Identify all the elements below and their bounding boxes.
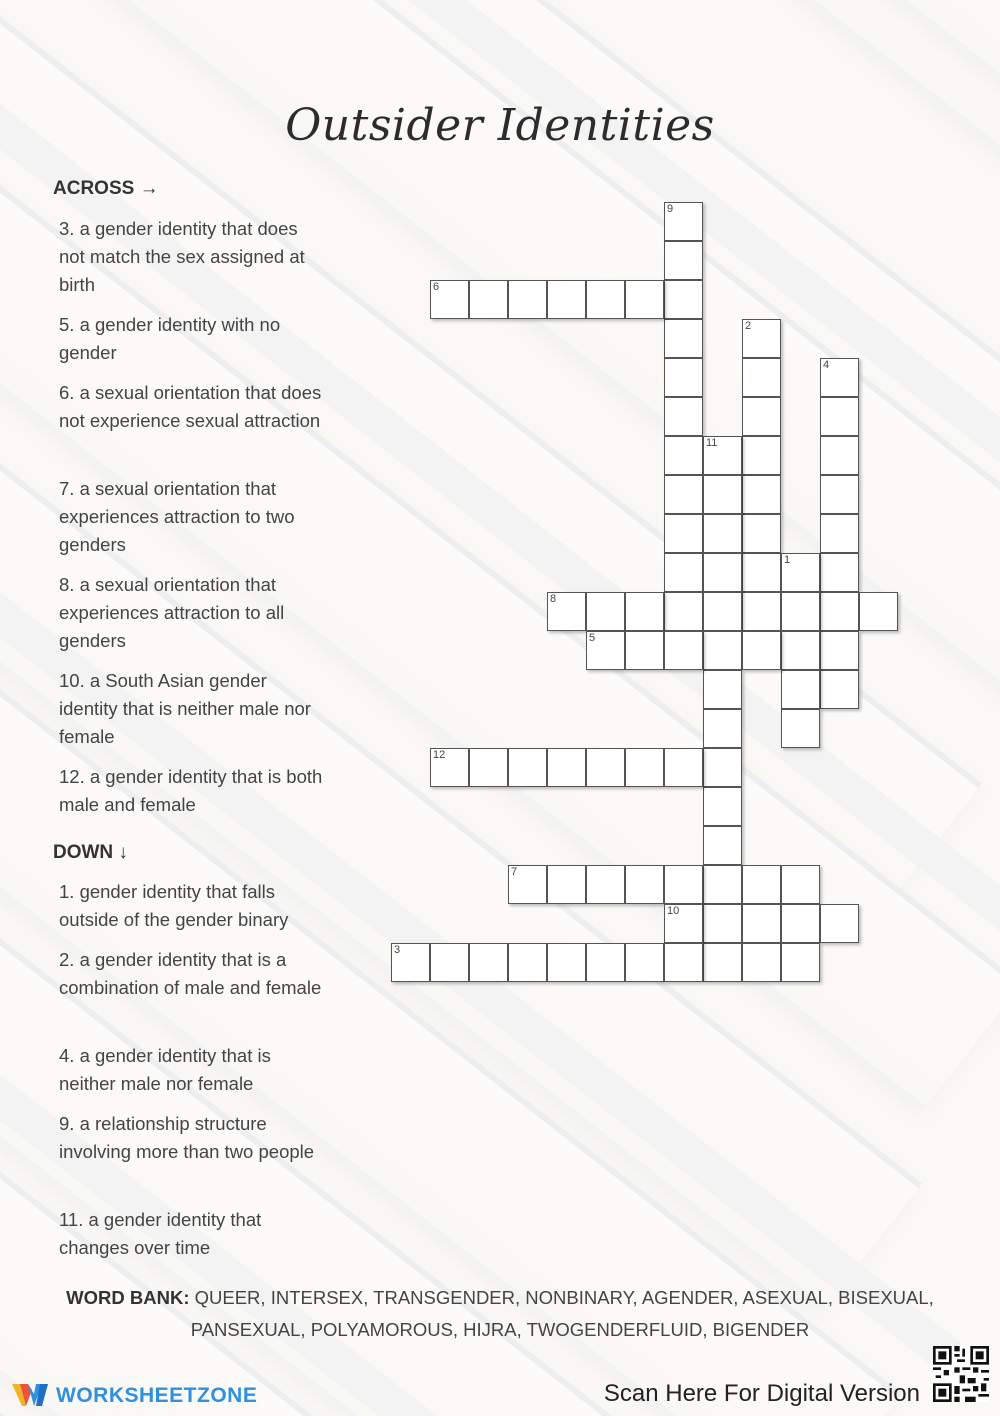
- crossword-cell[interactable]: [664, 553, 703, 592]
- crossword-cell[interactable]: [820, 514, 859, 553]
- crossword-cell[interactable]: [664, 475, 703, 514]
- crossword-cell[interactable]: [742, 358, 781, 397]
- crossword-cell[interactable]: [703, 943, 742, 982]
- crossword-cell[interactable]: [391, 943, 430, 982]
- crossword-cell[interactable]: [430, 943, 469, 982]
- page-title: Outsider Identities: [285, 100, 715, 151]
- crossword-cell[interactable]: [508, 280, 547, 319]
- crossword-cell[interactable]: [781, 865, 820, 904]
- crossword-cell[interactable]: [625, 748, 664, 787]
- crossword-cell[interactable]: [781, 670, 820, 709]
- crossword-cell[interactable]: [664, 904, 703, 943]
- crossword-cell[interactable]: [742, 631, 781, 670]
- crossword-cell[interactable]: [664, 280, 703, 319]
- across-clue: 3. a gender identity that does not match the sex assigned at birth: [59, 218, 305, 295]
- crossword-cell[interactable]: [508, 748, 547, 787]
- crossword-cell[interactable]: [664, 514, 703, 553]
- crossword-cell[interactable]: [625, 592, 664, 631]
- crossword-cell[interactable]: [742, 436, 781, 475]
- crossword-cell[interactable]: [703, 826, 742, 865]
- crossword-cell[interactable]: [742, 904, 781, 943]
- crossword-cell[interactable]: [859, 592, 898, 631]
- crossword-cell[interactable]: [742, 514, 781, 553]
- crossword-cell[interactable]: [820, 475, 859, 514]
- crossword-cell[interactable]: [742, 475, 781, 514]
- crossword-cell[interactable]: [586, 280, 625, 319]
- crossword-cell[interactable]: [742, 397, 781, 436]
- qr-code-icon[interactable]: [933, 1346, 989, 1402]
- crossword-cell[interactable]: [664, 202, 703, 241]
- crossword-cell[interactable]: [586, 631, 625, 670]
- down-clue: 11. a gender identity that changes over time: [59, 1209, 262, 1258]
- worksheetzone-logo[interactable]: [12, 1378, 257, 1414]
- crossword-cell[interactable]: [703, 592, 742, 631]
- clue-number: 8: [550, 593, 557, 605]
- word-bank-label: WORD BANK:: [66, 1287, 190, 1308]
- crossword-cell[interactable]: [781, 904, 820, 943]
- across-clue: 12. a gender identity that is both male and female: [59, 766, 323, 815]
- crossword-cell[interactable]: [664, 397, 703, 436]
- crossword-cell[interactable]: [703, 787, 742, 826]
- crossword-cell[interactable]: [625, 280, 664, 319]
- crossword-cell[interactable]: [820, 397, 859, 436]
- crossword-cell[interactable]: [664, 358, 703, 397]
- crossword-cell[interactable]: [625, 943, 664, 982]
- crossword-cell[interactable]: [430, 280, 469, 319]
- clue-number: 11: [706, 437, 718, 449]
- crossword-cell[interactable]: [781, 592, 820, 631]
- crossword-cell[interactable]: [469, 943, 508, 982]
- across-clue: 8. a sexual orientation that experiences attraction to all genders: [59, 574, 285, 651]
- crossword-cell[interactable]: [703, 475, 742, 514]
- clue-number: 3: [394, 944, 401, 956]
- crossword-cell[interactable]: [820, 904, 859, 943]
- crossword-cell[interactable]: [703, 670, 742, 709]
- word-bank: [60, 1282, 940, 1346]
- crossword-cell[interactable]: [586, 865, 625, 904]
- crossword-cell[interactable]: [508, 943, 547, 982]
- crossword-cell[interactable]: [742, 865, 781, 904]
- crossword-cell[interactable]: [547, 592, 586, 631]
- crossword-cell[interactable]: [742, 553, 781, 592]
- crossword-cell[interactable]: [625, 631, 664, 670]
- down-clue: 1. gender identity that falls outside of the gender binary: [59, 881, 289, 930]
- crossword-cell[interactable]: [664, 241, 703, 280]
- crossword-cell[interactable]: [586, 943, 625, 982]
- crossword-cell[interactable]: [547, 280, 586, 319]
- crossword-cell[interactable]: [703, 631, 742, 670]
- crossword-cell[interactable]: [781, 553, 820, 592]
- crossword-cell[interactable]: [820, 670, 859, 709]
- across-clue: 6. a sexual orientation that does not experience sexual attraction: [59, 382, 322, 431]
- crossword-cell[interactable]: [664, 943, 703, 982]
- crossword-cell[interactable]: [703, 553, 742, 592]
- across-clue: 10. a South Asian gender identity that is neither male nor female: [59, 670, 311, 747]
- crossword-cell[interactable]: [703, 904, 742, 943]
- crossword-cell[interactable]: [781, 943, 820, 982]
- crossword-cell[interactable]: [508, 865, 547, 904]
- brand-name: WORKSHEETZONE: [56, 1384, 258, 1407]
- crossword-cell[interactable]: [664, 865, 703, 904]
- crossword-cell[interactable]: [742, 943, 781, 982]
- crossword-cell[interactable]: [664, 319, 703, 358]
- crossword-cell[interactable]: [703, 865, 742, 904]
- clue-number: 9: [667, 203, 674, 215]
- crossword-cell[interactable]: [586, 592, 625, 631]
- crossword-cell[interactable]: [469, 748, 508, 787]
- crossword-cell[interactable]: [703, 436, 742, 475]
- crossword-cell[interactable]: [781, 631, 820, 670]
- crossword-cell[interactable]: [547, 943, 586, 982]
- crossword-cell[interactable]: [664, 592, 703, 631]
- crossword-cell[interactable]: [625, 865, 664, 904]
- crossword-cell[interactable]: [586, 748, 625, 787]
- crossword-cell[interactable]: [820, 553, 859, 592]
- clue-number: 10: [667, 905, 680, 917]
- clue-number: 12: [433, 749, 446, 761]
- crossword-cell[interactable]: [469, 280, 508, 319]
- crossword-cell[interactable]: [703, 514, 742, 553]
- across-clue: 7. a sexual orientation that experiences attraction to two genders: [59, 478, 295, 555]
- clue-number: 4: [823, 359, 830, 371]
- crossword-cell[interactable]: [664, 436, 703, 475]
- crossword-cell[interactable]: [742, 592, 781, 631]
- crossword-cell[interactable]: [820, 436, 859, 475]
- crossword-cell[interactable]: [742, 319, 781, 358]
- crossword-cell[interactable]: [820, 358, 859, 397]
- clue-number: 2: [745, 320, 752, 332]
- crossword-cell[interactable]: [781, 709, 820, 748]
- down-clue: 4. a gender identity that is neither male nor female: [59, 1045, 271, 1094]
- scan-instruction: Scan Here For Digital Version: [603, 1380, 920, 1407]
- clue-number: 7: [511, 866, 518, 878]
- crossword-cell[interactable]: [430, 748, 469, 787]
- w-logo-icon: [12, 1380, 52, 1412]
- down-clue: 9. a relationship structure involving more than two people: [59, 1113, 315, 1162]
- crossword-cell[interactable]: [703, 748, 742, 787]
- clue-number: 5: [589, 632, 596, 644]
- clue-number: 6: [433, 281, 440, 293]
- crossword-cell[interactable]: [664, 748, 703, 787]
- word-bank-list: QUEER, INTERSEX, TRANSGENDER, NONBINARY, AGENDER, ASEXUAL, BISEXUAL, PANSEXUAL, POLYAMOROUS, HIJRA, TWOGENDERFLUID, BIGENDER: [190, 1287, 934, 1340]
- across-heading: ACROSS →: [53, 178, 159, 199]
- crossword-cell[interactable]: [664, 631, 703, 670]
- crossword-cell[interactable]: [547, 865, 586, 904]
- down-heading: DOWN ↓: [53, 842, 128, 863]
- crossword-cell[interactable]: [547, 748, 586, 787]
- clue-number: 1: [784, 554, 791, 566]
- across-clue: 5. a gender identity with no gender: [59, 314, 281, 363]
- down-clue: 2. a gender identity that is a combination of male and female: [59, 949, 322, 998]
- crossword-cell[interactable]: [820, 592, 859, 631]
- crossword-cell[interactable]: [820, 631, 859, 670]
- crossword-cell[interactable]: [703, 709, 742, 748]
